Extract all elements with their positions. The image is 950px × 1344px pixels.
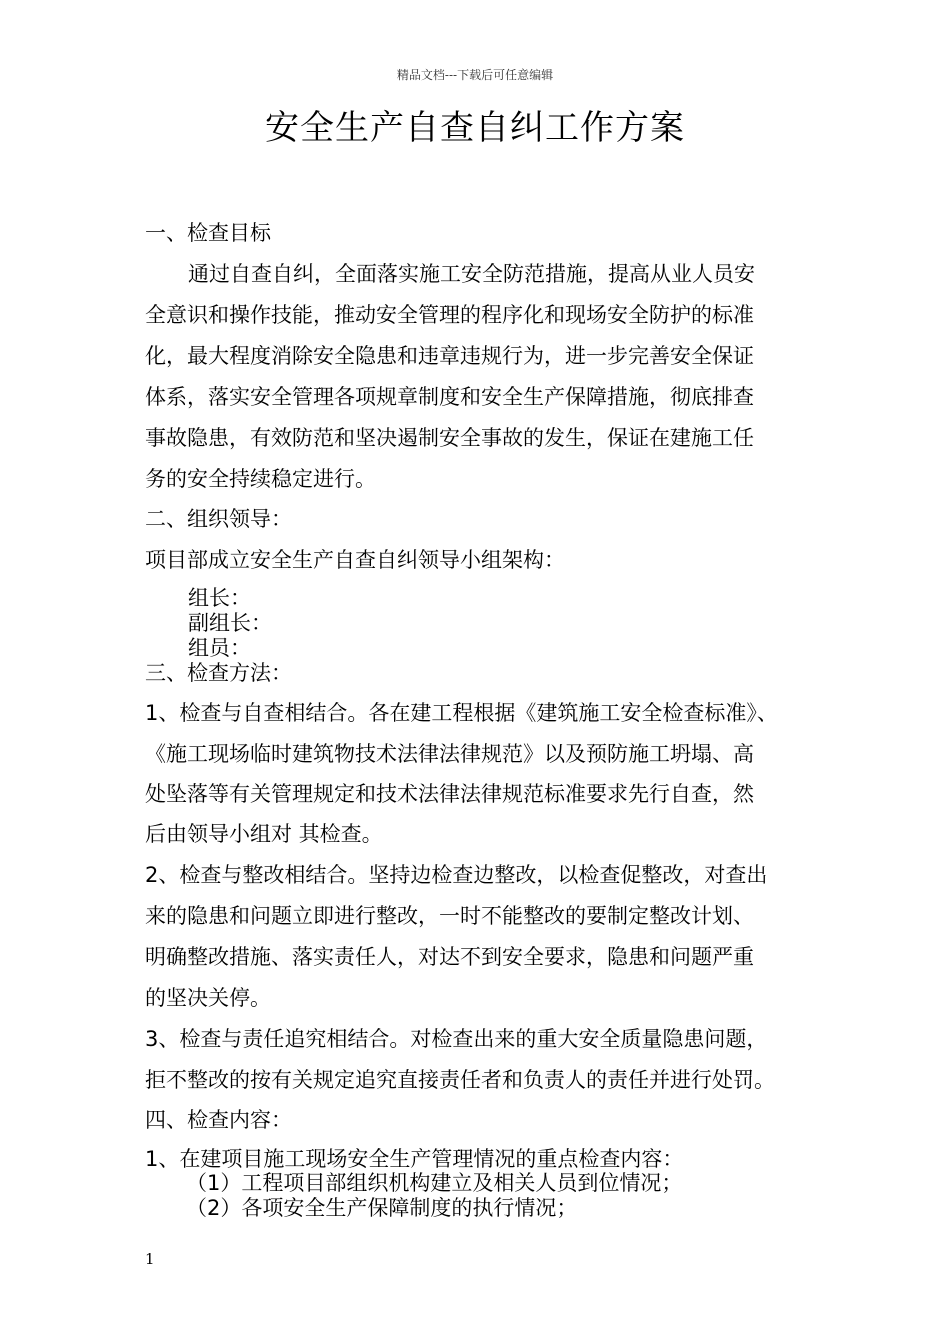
paragraph-line: 体系，落实安全管理各项规章制度和安全生产保障措施，彻底排查 [145, 385, 754, 409]
section-heading: 一、检查目标 [145, 221, 271, 245]
paragraph-line: 化，最大程度消除安全隐患和违章违规行为，进一步完善安全保证 [145, 344, 754, 368]
role-line: 组长： [188, 586, 251, 610]
section-heading: 四、检查内容： [145, 1108, 292, 1132]
paragraph-line: 务的安全持续稳定进行。 [145, 467, 376, 491]
paragraph-line: 1、在建项目施工现场安全生产管理情况的重点检查内容： [145, 1147, 684, 1171]
header-note: 精品文档---下载后可任意编辑 [396, 68, 554, 82]
paragraph-line: 事故隐患，有效防范和坚决遏制安全事故的发生，保证在建施工任 [145, 426, 754, 450]
list-item: （1）工程项目部组织机构建立及相关人员到位情况； [186, 1171, 683, 1195]
page-number: 1 [145, 1250, 155, 1268]
paragraph-line: 1、检查与自查相结合。各在建工程根据《建筑施工安全检查标准》、 [145, 701, 778, 725]
paragraph-line: 后由领导小组对 其检查。 [145, 822, 383, 846]
paragraph-line: 3、检查与责任追究相结合。对检查出来的重大安全质量隐患问题， [145, 1027, 768, 1051]
paragraph-line: 明确整改措施、落实责任人，对达不到安全要求，隐患和问题严重 [145, 945, 754, 969]
role-line: 副组长： [188, 611, 272, 635]
paragraph-line: 拒不整改的按有关规定追究直接责任者和负责人的责任并进行处罚。 [145, 1068, 775, 1092]
paragraph-line: 处坠落等有关管理规定和技术法律法律规范标准要求先行自查，然 [145, 782, 754, 806]
paragraph-line: 来的隐患和问题立即进行整改，一时不能整改的要制定整改计划、 [145, 904, 754, 928]
section-heading: 三、检查方法： [145, 661, 292, 685]
paragraph-line: 全意识和操作技能，推动安全管理的程序化和现场安全防护的标准 [145, 303, 754, 327]
paragraph-line: 2、检查与整改相结合。坚持边检查边整改，以检查促整改，对查出 [145, 863, 768, 887]
document-title: 安全生产自查自纠工作方案 [265, 108, 685, 148]
paragraph-line: 通过自查自纠，全面落实施工安全防范措施，提高从业人员安 [188, 262, 755, 286]
paragraph-line: 《施工现场临时建筑物技术法律法律规范》以及预防施工坍塌、高 [145, 742, 754, 766]
role-line: 组员： [188, 636, 251, 660]
paragraph-line: 项目部成立安全生产自查自纠领导小组架构： [145, 548, 565, 572]
list-item: （2）各项安全生产保障制度的执行情况； [186, 1196, 578, 1220]
section-heading: 二、组织领导： [145, 507, 292, 531]
paragraph-line: 的坚决关停。 [145, 986, 271, 1010]
